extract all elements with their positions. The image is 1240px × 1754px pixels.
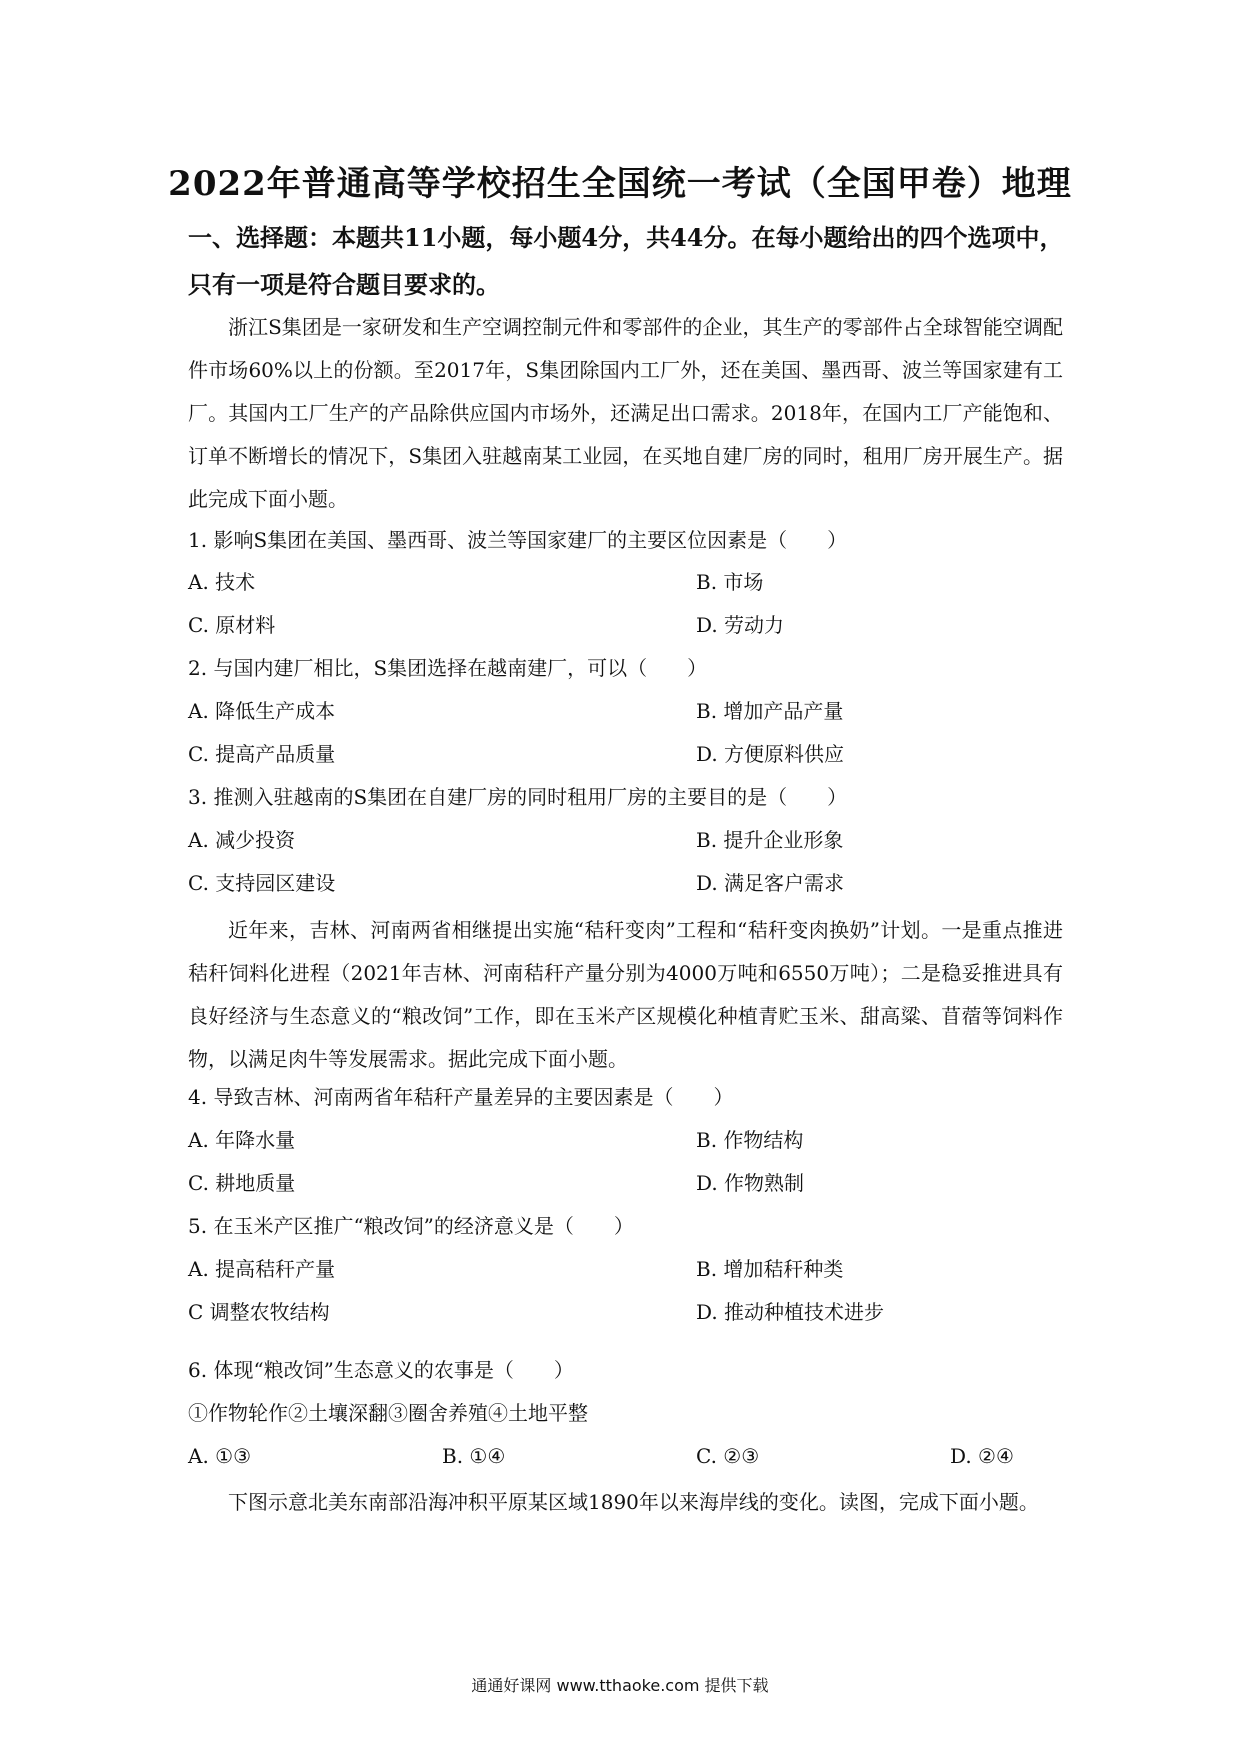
- q5-option-d: D. 推动种植技术进步: [696, 1300, 885, 1324]
- question-2: 2. 与国内建厂相比，S集团选择在越南建厂，可以（ ）: [188, 656, 708, 680]
- q2-option-d: D. 方便原料供应: [696, 742, 845, 766]
- q5-option-c: C 调整农牧结构: [188, 1300, 330, 1324]
- question-6: 6. 体现“粮改饲”生态意义的农事是（ ）: [188, 1358, 574, 1382]
- q3-option-b: B. 提升企业形象: [696, 828, 844, 852]
- q6-option-b: B. ①④: [442, 1444, 506, 1468]
- q2-option-a: A. 降低生产成本: [188, 699, 336, 723]
- q4-option-b: B. 作物结构: [696, 1128, 804, 1152]
- q3-option-d: D. 满足客户需求: [696, 871, 845, 895]
- question-3: 3. 推测入驻越南的S集团在自建厂房的同时租用厂房的主要目的是（ ）: [188, 785, 848, 809]
- q4-option-c: C. 耕地质量: [188, 1171, 296, 1195]
- q1-option-b: B. 市场: [696, 570, 764, 594]
- q6-option-a: A. ①③: [188, 1444, 252, 1468]
- question-4: 4. 导致吉林、河南两省年秸秆产量差异的主要因素是（ ）: [188, 1085, 734, 1109]
- q5-option-a: A. 提高秸秆产量: [188, 1257, 336, 1281]
- passage-3: 下图示意北美东南部沿海冲积平原某区域1890年以来海岸线的变化。读图，完成下面小题。: [228, 1490, 1039, 1514]
- section-heading: 一、选择题：本题共11小题，每小题4分，共44分。在每小题给出的四个选项中，只有一项是符合题目要求的。: [188, 223, 1064, 299]
- q5-option-b: B. 增加秸秆种类: [696, 1257, 844, 1281]
- q2-option-b: B. 增加产品产量: [696, 699, 844, 723]
- q1-option-d: D. 劳动力: [696, 613, 785, 637]
- question-1: 1. 影响S集团在美国、墨西哥、波兰等国家建厂的主要区位因素是（ ）: [188, 528, 848, 552]
- q6-option-d: D. ②④: [950, 1444, 1014, 1468]
- question-5: 5. 在玉米产区推广“粮改饲”的经济意义是（ ）: [188, 1214, 634, 1238]
- footer-credit: 通通好课网 www.tthaoke.com 提供下载: [471, 1676, 769, 1695]
- question-6-items: ①作物轮作②土壤深翻③圈舍养殖④土地平整: [188, 1401, 588, 1425]
- passage-2: 近年来，吉林、河南两省相继提出实施“秸秆变肉”工程和“秸秆变肉换奶”计划。一是重点推进秸秆饲料化进程（2021年吉林、河南秸秆产量分别为4000万吨和6550万吨）；二是稳妥推进具有良好经济与生态意义的“粮改饲”工作，即在玉米产区规模化种植青贮玉米、甜高粱、苜蓿等饲料作物，以满足肉牛等发展需求。据此完成下面小题。: [188, 918, 1063, 1071]
- q3-option-a: A. 减少投资: [188, 828, 296, 852]
- passage-1: 浙江S集团是一家研发和生产空调控制元件和零部件的企业，其生产的零部件占全球智能空调配件市场60%以上的份额。至2017年，S集团除国内工厂外，还在美国、墨西哥、波兰等国家建有工厂。其国内工厂生产的产品除供应国内市场外，还满足出口需求。2018年，在国内工厂产能饱和、订单不断增长的情况下，S集团入驻越南某工业园，在买地自建厂房的同时，租用厂房开展生产。据此完成下面小题。: [188, 315, 1063, 511]
- exam-title: 2022年普通高等学校招生全国统一考试（全国甲卷）地理: [168, 164, 1072, 204]
- q4-option-d: D. 作物熟制: [696, 1171, 805, 1195]
- q1-option-c: C. 原材料: [188, 613, 276, 637]
- q2-option-c: C. 提高产品质量: [188, 742, 336, 766]
- q3-option-c: C. 支持园区建设: [188, 871, 336, 895]
- q1-option-a: A. 技术: [188, 570, 256, 594]
- q6-option-c: C. ②③: [696, 1444, 760, 1468]
- q4-option-a: A. 年降水量: [188, 1128, 296, 1152]
